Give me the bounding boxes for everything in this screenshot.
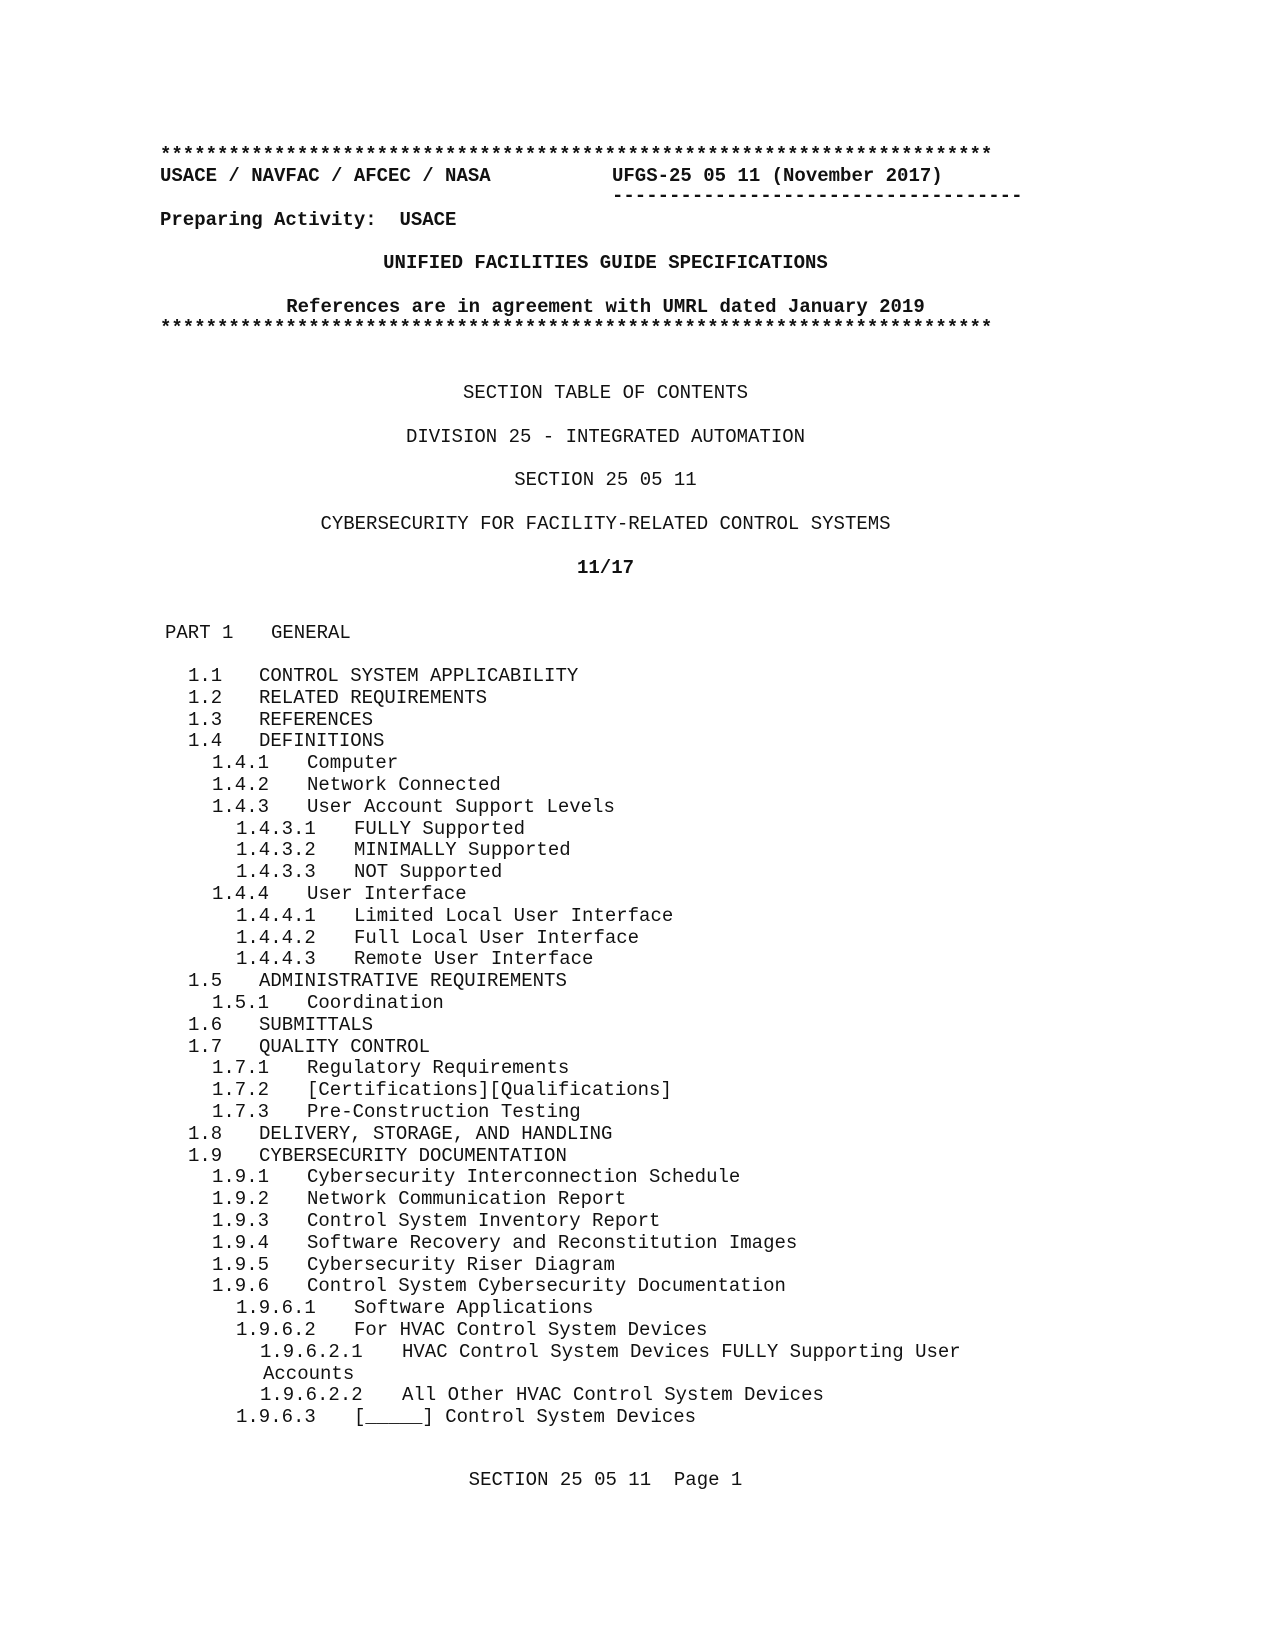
toc-entry-number: 1.4	[188, 730, 223, 753]
toc-entry-number: 1.4.3.2	[236, 839, 316, 862]
preparing-activity: Preparing Activity: USACE	[160, 209, 457, 231]
toc-entry-title: Remote User Interface	[354, 948, 594, 971]
toc-entry-title: CONTROL SYSTEM APPLICABILITY	[259, 665, 579, 687]
toc-entry-number: 1.7	[188, 1035, 223, 1058]
spec-id: UFGS-25 05 11 (November 2017)	[612, 165, 943, 187]
toc-entry-title: RELATED REQUIREMENTS	[259, 686, 488, 709]
toc-entry-title: Full Local User Interface	[354, 926, 640, 949]
toc-entry-number: 1.8	[188, 1122, 223, 1145]
toc-entry-number: 1.9.6.2.2	[260, 1384, 363, 1407]
toc-entry-number: 1.4.1	[212, 752, 270, 775]
toc-entry-number: 1.6	[188, 1013, 223, 1036]
section-heading: SECTION 25 05 11	[514, 469, 697, 491]
bottom-star-rule: *************************************************************************	[160, 317, 993, 339]
toc-entry-title: NOT Supported	[354, 861, 503, 884]
division-heading: DIVISION 25 - INTEGRATED AUTOMATION	[405, 426, 806, 448]
toc-entry-title: [_____] Control System Devices	[354, 1406, 697, 1429]
toc-entry-title: Limited Local User Interface	[354, 904, 674, 927]
toc-entry-number: 1.4.4.1	[236, 904, 316, 927]
part-number: PART 1	[165, 622, 234, 644]
toc-entry-number: 1.5.1	[212, 992, 270, 1014]
toc-entry-title: Network Connected	[307, 774, 501, 796]
toc-entry-title: DEFINITIONS	[259, 730, 385, 753]
toc-entry-title: Regulatory Requirements	[307, 1057, 570, 1080]
toc-entry-number: 1.9.6.2	[236, 1319, 316, 1341]
toc-entry-title: Cybersecurity Riser Diagram	[307, 1253, 615, 1276]
section-date: 11/17	[576, 557, 634, 579]
toc-entry-number: 1.9.2	[212, 1188, 270, 1211]
toc-entry-number: 1.9	[188, 1144, 223, 1167]
toc-entry-title: HVAC Control System Devices FULLY Supporting User	[402, 1340, 961, 1363]
toc-entry-number: 1.9.6.3	[236, 1406, 316, 1429]
toc-entry-title: Software Applications	[354, 1297, 594, 1320]
toc-entry-number: 1.2	[188, 686, 223, 709]
toc-entry-title: Pre-Construction Testing	[307, 1101, 581, 1123]
page-footer: SECTION 25 05 11 Page 1	[468, 1469, 743, 1491]
toc-entry-title: User Account Support Levels	[307, 795, 615, 818]
toc-entry-number: 1.9.6.2.1	[260, 1340, 363, 1363]
agencies: USACE / NAVFAC / AFCEC / NASA	[160, 165, 491, 187]
toc-entry-title: All Other HVAC Control System Devices	[402, 1384, 824, 1407]
toc-entry-number: 1.4.3.3	[236, 861, 316, 884]
toc-entry-title: [Certifications][Qualifications]	[307, 1079, 672, 1102]
toc-entry-number: 1.9.5	[212, 1253, 270, 1276]
toc-entry-title: REFERENCES	[259, 708, 374, 731]
toc-entry-number: 1.9.4	[212, 1231, 270, 1254]
toc-entry-number: 1.7.3	[212, 1101, 270, 1123]
part-title: GENERAL	[271, 622, 351, 644]
toc-entry-number: 1.4.3	[212, 795, 270, 818]
toc-entry-number: 1.9.6.1	[236, 1297, 316, 1320]
toc-entry-number: 1.3	[188, 708, 223, 731]
toc-entry-title: Software Recovery and Reconstitution Images	[307, 1231, 798, 1254]
toc-entry-title: For HVAC Control System Devices	[354, 1319, 708, 1341]
toc-entry-title: Cybersecurity Interconnection Schedule	[307, 1166, 741, 1189]
toc-heading: SECTION TABLE OF CONTENTS	[462, 382, 749, 404]
section-title: CYBERSECURITY FOR FACILITY-RELATED CONTROL SYSTEMS	[320, 513, 891, 535]
toc-entry-number: 1.4.4	[212, 883, 270, 905]
toc-entry-number: 1.7.1	[212, 1057, 270, 1080]
spec-id-underline: ------------------------------------	[612, 185, 1023, 207]
toc-entry-title: MINIMALLY Supported	[354, 839, 571, 862]
toc-entry-title: Computer	[307, 752, 399, 775]
toc-entry-number: 1.4.4.3	[236, 948, 316, 971]
toc-entry-title: QUALITY CONTROL	[259, 1035, 431, 1058]
toc-entry-number: 1.5	[188, 970, 223, 993]
toc-entry-title: Control System Cybersecurity Documentation	[307, 1275, 786, 1298]
toc-entry-number: 1.1	[188, 665, 223, 687]
toc-entry-title: SUBMITTALS	[259, 1013, 374, 1036]
toc-entry-number: 1.4.2	[212, 774, 270, 796]
references-note: References are in agreement with UMRL dated January 2019	[286, 296, 925, 318]
toc-entry-title: ADMINISTRATIVE REQUIREMENTS	[259, 970, 567, 993]
toc-entry-title: CYBERSECURITY DOCUMENTATION	[259, 1144, 567, 1167]
toc-entry-number: 1.7.2	[212, 1079, 270, 1102]
toc-entry-title: User Interface	[307, 883, 467, 905]
toc-entry-number: 1.9.3	[212, 1210, 270, 1232]
toc-entry-number: 1.4.4.2	[236, 926, 316, 949]
top-star-rule: *************************************************************************	[160, 144, 993, 166]
toc-entry-title: FULLY Supported	[354, 817, 526, 840]
toc-entry-number: 1.4.3.1	[236, 817, 316, 840]
toc-entry-title: DELIVERY, STORAGE, AND HANDLING	[259, 1122, 613, 1145]
toc-entry-title: Network Communication Report	[307, 1188, 627, 1211]
guide-title: UNIFIED FACILITIES GUIDE SPECIFICATIONS	[383, 252, 828, 274]
toc-entry-title: Coordination	[307, 992, 444, 1014]
toc-entry-number: 1.9.6	[212, 1275, 270, 1298]
toc-entry-title-continuation: Accounts	[263, 1362, 355, 1385]
toc-entry-title: Control System Inventory Report	[307, 1210, 661, 1232]
toc-entry-number: 1.9.1	[212, 1166, 270, 1189]
